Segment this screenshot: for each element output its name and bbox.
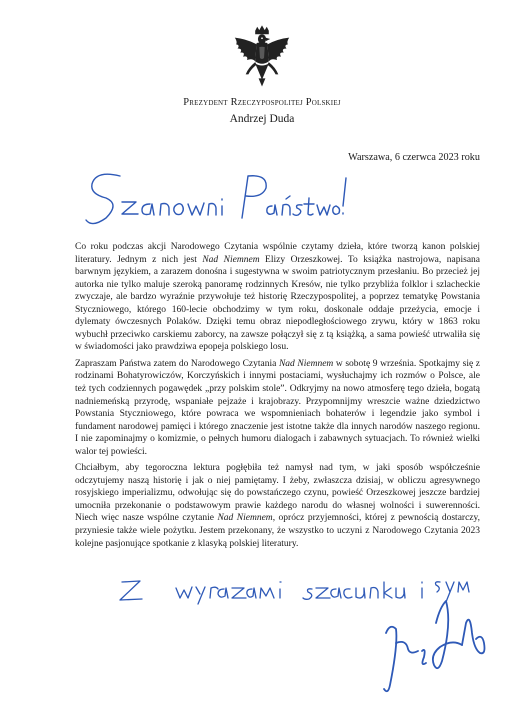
letter-paragraph <box>75 462 480 550</box>
paragraph-text: Chciałbym, aby tegoroczna lektura pogłębiła też namysł nad tym, w jaki sposób współcześnie odczytujemy naszą historię i jak o niej pamiętamy. I żeby, zwłaszcza dzisiaj, w obliczu agresywnego rosyjskiego imperializmu, odwołując się do powstańczego czynu, powieść Orzeszkowej jeszcze bardziej umocniła przekonanie o podstawowym prawie każdego narodu do własnej wolności i suwerenności. Niech więc nasze wspólne czytanie <box>75 463 480 524</box>
letter-body <box>75 241 480 554</box>
letter-paragraph <box>75 241 480 354</box>
paragraph-text: Co roku podczas akcji Narodowego Czytania wspólnie czytamy dzieła, które tworzą kanon polskiej literatury. Jednym z nich jest <box>75 242 480 265</box>
office-title: Prezydent Rzeczypospolitej Polskiej <box>183 97 341 108</box>
paragraph-text: Zapraszam Państwa zatem do Narodowego Czytania <box>75 358 279 369</box>
paragraph-text: , oprócz przyjemności, której z pewnością dostarczy, przyniesie także wiele pożytku. Jestem przekonany, że wszystko to uczyni z Narodowego Czytania 2023 kolejne pasjonujące spotkanie z klasyką polskiej literatury. <box>75 513 481 549</box>
paragraph-text: Elizy Orzeszkowej. To książka nastrojowa, napisana barwnym językiem, a zarazem donośna i sugestywna w swoim patriotycznym przesłaniu. Bo przecież jej autorka nie tylko maluje szeroką panoramę rodzinnych Kresów, nie tylko przybliża folklor i szlacheckie zwyczaje, ale bardzo wyraźnie przywołuje też historię Rzeczypospolitej, a poprzez tematykę Powstania Styczniowego, którego 160-lecie obchodzimy w tym roku, doskonale oddaje przeżycia, emocje i dylematy ówczesnych Polaków. Dzięki temu obraz niepodległościowego zrywu, który w 1863 roku wybuchł przeciwko carskiemu zaborcy, na zawsze połączył się z tą książką, a sama powieść utrwaliła się w świadomości jako prawdziwa epopeja polskiego losu. <box>75 254 481 353</box>
paragraph-text: w sobotę 9 września. Spotkajmy się z rodzinami Bohatyrowiczów, Korczyńskich i innymi postaciami, wysłuchajmy ich rozmów o Polsce, ale też tych codziennych pogawędek „przy polskim stole”. Odkryjmy na nowo atmosferę tego dzieła, bogatą nadniemeńską przyrodę, wspaniałe pejzaże i krajobrazy. Przypomnijmy wreszcie ważne dziedzictwo Powstania Styczniowego, które powraca we wspomnieniach bohaterów i legendzie jako symbol i fundament narodowej pamięci i którego znaczenie jest istotne także dla innych narodów naszego regionu. I nie zapominajmy o komizmie, o pełnych humoru dialogach i zabawnych sytuacjach. To również wielki walor tej powieści. <box>75 358 480 457</box>
handwritten-signature <box>380 593 490 701</box>
book-title: Nad Niemnem <box>217 513 273 524</box>
president-name: Andrzej Duda <box>229 113 295 125</box>
letter-paragraph <box>75 358 480 458</box>
white-eagle-emblem-icon <box>228 24 296 92</box>
letterhead <box>0 96 524 126</box>
place-date: Warszawa, 6 czerwca 2023 roku <box>348 152 480 163</box>
book-title: Nad Niemnem <box>202 254 260 265</box>
book-title: Nad Niemnem <box>278 358 334 369</box>
handwritten-greeting <box>62 166 352 236</box>
